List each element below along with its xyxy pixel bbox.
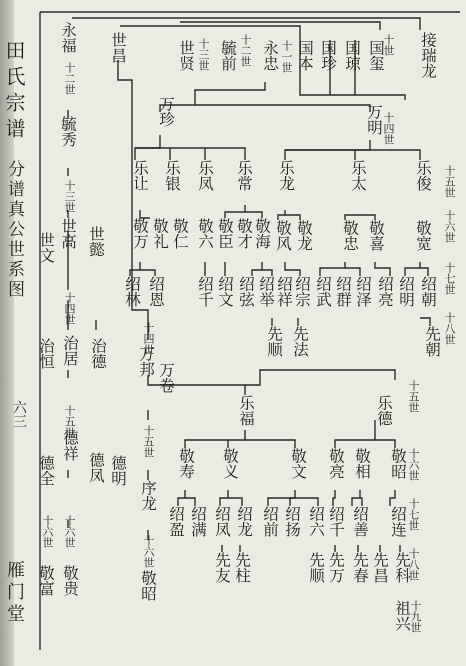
- generation-14-b: 十四世: [142, 322, 155, 355]
- person-dexiang: 德祥: [61, 430, 79, 461]
- person-lelong: 乐龙: [277, 160, 295, 191]
- person-wanzhen: 万珍: [157, 96, 175, 127]
- person-shaolong: 绍龙: [235, 506, 253, 537]
- person-shaoqian2: 绍前: [261, 506, 279, 537]
- generation-16b: 十六世: [407, 448, 420, 481]
- person-shaoqian3: 绍千: [327, 506, 345, 537]
- person-deming: 德明: [109, 455, 127, 486]
- generation-13: 十三世: [197, 38, 210, 71]
- generation-11: 十一世: [280, 40, 293, 73]
- person-xianzhu: 先柱: [233, 552, 251, 583]
- generation-16-left: 十六世: [63, 515, 76, 548]
- person-leyin: 乐银: [163, 160, 181, 191]
- person-shaoying: 绍盈: [167, 506, 185, 537]
- person-jingfeng: 敬风: [274, 220, 292, 251]
- person-jingzhong: 敬忠: [341, 220, 359, 251]
- person-shaoliang: 绍亮: [376, 276, 394, 307]
- person-xianwan: 先万: [327, 552, 345, 583]
- person-jingchen: 敬臣: [216, 218, 234, 249]
- person-jingliu: 敬六: [196, 218, 214, 249]
- person-jingcai: 敬才: [235, 218, 253, 249]
- person-dequan: 德全: [37, 455, 55, 486]
- person-shaoju: 绍举: [257, 276, 275, 307]
- person-jingliang: 敬亮: [327, 448, 345, 479]
- person-xianshun2: 先顺: [307, 552, 325, 583]
- person-shaofeng2: 绍凤: [213, 506, 231, 537]
- generation-15-c: 十五世: [142, 425, 155, 458]
- generation-17: 十七世: [443, 262, 456, 295]
- person-jingzhao2: 敬昭: [389, 448, 407, 479]
- person-xianchun: 先春: [351, 552, 369, 583]
- person-zhiheng: 治恒: [37, 338, 55, 369]
- person-xianshun: 先顺: [265, 326, 283, 357]
- person-xulong: 序龙: [139, 480, 157, 511]
- person-jingren: 敬仁: [171, 218, 189, 249]
- person-jingzhao: 敬昭: [139, 570, 157, 601]
- person-shaoshan: 绍善: [351, 506, 369, 537]
- book-subtitle: 分谱真公世系图: [4, 160, 24, 300]
- person-lefeng: 乐凤: [196, 160, 214, 191]
- person-wanming: 万明: [365, 104, 383, 135]
- person-shaoqian: 绍千: [196, 276, 214, 307]
- person-xianke: 先科: [393, 552, 411, 583]
- person-defeng: 德凤: [87, 452, 105, 483]
- person-shaoxiang: 绍祥: [275, 276, 293, 307]
- person-yongfu: 永福: [59, 22, 77, 53]
- generation-16-left2: 十六世: [41, 515, 54, 548]
- person-shaoqun: 绍群: [334, 276, 352, 307]
- generation-18: 十八世: [443, 312, 456, 345]
- person-lefu: 乐福: [237, 395, 255, 426]
- person-jinglong: 敬龙: [295, 220, 313, 251]
- person-shaozong: 绍宗: [293, 276, 311, 307]
- generation-14-left: 十四世: [63, 292, 76, 325]
- person-shaoyang: 绍扬: [283, 506, 301, 537]
- book-title: 田氏宗谱: [2, 40, 26, 144]
- person-wanbang: 万邦: [137, 346, 155, 377]
- generation-15: 十五世: [443, 165, 456, 198]
- person-lede: 乐德: [375, 395, 393, 426]
- person-jingshou: 敬寿: [177, 448, 195, 479]
- person-lechang: 乐常: [235, 160, 253, 191]
- person-jingwen: 敬文: [289, 448, 307, 479]
- person-jingli: 敬礼: [151, 218, 169, 249]
- person-zhide: 治德: [89, 338, 107, 369]
- person-shaolian: 绍连: [389, 506, 407, 537]
- person-shaoze: 绍泽: [354, 276, 372, 307]
- person-letai: 乐太: [349, 160, 367, 191]
- generation-14: 十四世: [382, 112, 395, 145]
- person-jingkuan: 敬宽: [414, 220, 432, 251]
- person-jinggui: 敬贵: [61, 565, 79, 596]
- person-shixian: 世贤: [177, 40, 195, 71]
- person-yongzhong: 永忠: [261, 40, 279, 71]
- person-yuqian: 毓前: [219, 40, 237, 71]
- person-zhiju: 治居: [61, 335, 79, 366]
- person-shiwen: 世文: [37, 232, 55, 263]
- generation-13-left: 十三世: [63, 180, 76, 213]
- generation-17b: 十七世: [407, 498, 420, 531]
- page-number: 六三: [11, 400, 27, 428]
- person-shaoman: 绍满: [189, 506, 207, 537]
- person-shaoming: 绍明: [397, 276, 415, 307]
- person-xianchao: 先朝: [423, 326, 441, 357]
- person-shichang: 世昌: [109, 32, 127, 63]
- person-letao: 乐让: [131, 160, 149, 191]
- person-jingxi: 敬喜: [367, 220, 385, 251]
- person-shaowen: 绍文: [216, 276, 234, 307]
- person-jingwan: 敬万: [131, 218, 149, 249]
- person-jingyi: 敬义: [221, 448, 239, 479]
- generation-12-left: 十二世: [63, 62, 76, 95]
- generation-15-left: 十五世: [63, 405, 76, 438]
- hall-name: 雁门堂: [4, 560, 25, 626]
- person-jinghai: 敬海: [253, 218, 271, 249]
- person-jierong: 接瑞龙: [419, 32, 437, 79]
- generation-16: 十六世: [443, 210, 456, 243]
- generation-16-c: 十六世: [142, 535, 155, 568]
- person-guoxi: 国玺: [367, 40, 385, 71]
- person-xianyou: 先友: [213, 552, 231, 583]
- person-shaoxian: 绍弦: [237, 276, 255, 307]
- person-jingfu: 敬富: [37, 565, 55, 596]
- generation-15b: 十五世: [407, 380, 420, 413]
- generation-10: 十世: [382, 34, 395, 56]
- person-guozhen: 国珍: [319, 40, 337, 71]
- person-shigao: 世高: [59, 218, 77, 249]
- person-lejun: 乐俊: [414, 160, 432, 191]
- person-guoliang: 国琼: [343, 40, 361, 71]
- person-shaochao: 绍朝: [419, 276, 437, 307]
- generation-19: 十九世: [409, 600, 422, 633]
- person-xianchang: 先昌: [371, 552, 389, 583]
- person-shiyi: 世懿: [87, 226, 105, 257]
- generation-12: 十二世: [239, 34, 252, 67]
- person-shaolin: 绍林: [123, 276, 141, 307]
- person-wanjuan: 万卷: [157, 362, 175, 393]
- person-zuxing: 祖兴: [393, 600, 411, 631]
- person-shaowu: 绍武: [314, 276, 332, 307]
- person-shaoen: 绍恩: [147, 276, 165, 307]
- person-xianfa: 先法: [291, 326, 309, 357]
- person-shaoliu: 绍六: [307, 506, 325, 537]
- generation-18b: 十八世: [407, 548, 420, 581]
- person-jingxiang: 敬相: [353, 448, 371, 479]
- person-guoben: 国本: [296, 40, 314, 71]
- person-yuxiu: 毓秀: [59, 116, 77, 147]
